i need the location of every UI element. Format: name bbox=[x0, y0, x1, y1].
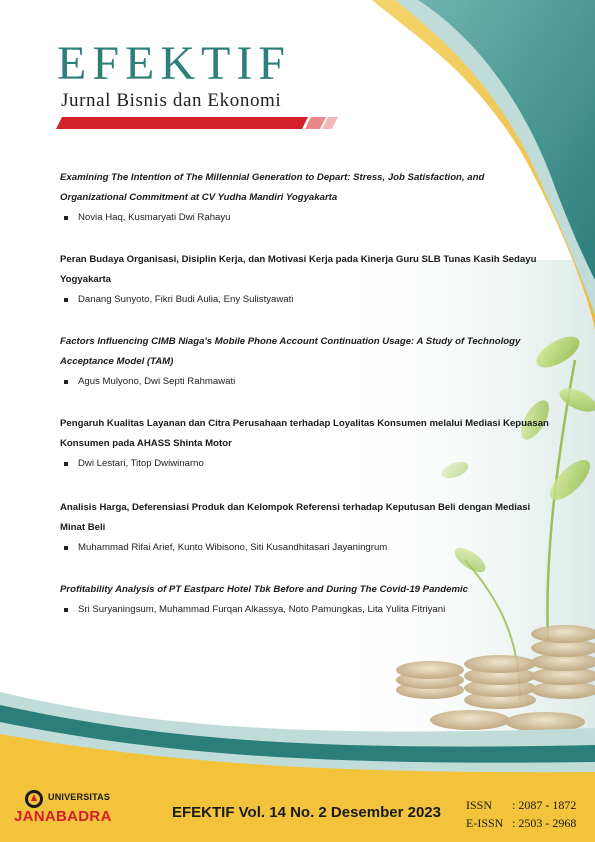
article-authors-text: Dwi Lestari, Titop Dwiwinarno bbox=[78, 458, 204, 469]
issn-line bbox=[466, 798, 576, 813]
article-item bbox=[60, 580, 550, 620]
red-accent-bar bbox=[56, 117, 338, 129]
article-authors bbox=[60, 454, 550, 474]
eissn-label: E-ISSN bbox=[466, 816, 504, 830]
article-authors-text: Agus Mulyono, Dwi Septi Rahmawati bbox=[78, 376, 236, 387]
journal-title: EFEKTIF bbox=[57, 37, 291, 90]
article-title[interactable]: Profitability Analysis of PT Eastparc Hotel Tbk Before and During The Covid-19 Pandemic bbox=[60, 584, 468, 595]
journal-subtitle: Jurnal Bisnis dan Ekonomi bbox=[61, 90, 282, 111]
university-emblem-icon bbox=[24, 789, 44, 809]
issn-value: : 2087 - 1872 bbox=[512, 798, 577, 812]
university-name: JANABADRA bbox=[14, 808, 112, 825]
footer-bar bbox=[0, 780, 595, 842]
bullet-icon bbox=[64, 608, 68, 612]
article-authors bbox=[60, 372, 550, 392]
article-authors bbox=[60, 290, 550, 310]
bullet-icon bbox=[64, 216, 68, 220]
bullet-icon bbox=[64, 298, 68, 302]
volume-info: EFEKTIF Vol. 14 No. 2 Desember 2023 bbox=[172, 804, 441, 821]
article-title[interactable]: Analisis Harga, Deferensiasi Produk dan Kelompok Referensi terhadap Keputusan Beli dengan Mediasi Minat Beli bbox=[60, 502, 531, 533]
eissn-line bbox=[466, 816, 576, 831]
article-title[interactable]: Factors Influencing CIMB Niaga's Mobile Phone Account Continuation Usage: A Study of Technology Acceptance Model (TAM) bbox=[60, 336, 521, 367]
bullet-icon bbox=[64, 462, 68, 466]
article-authors bbox=[60, 208, 550, 228]
article-item bbox=[60, 250, 550, 310]
bullet-icon bbox=[64, 380, 68, 384]
article-authors-text: Muhammad Rifai Arief, Kunto Wibisono, Siti Kusandhitasari Jayaningrum bbox=[78, 542, 388, 553]
article-authors bbox=[60, 600, 550, 620]
article-authors-text: Novia Haq, Kusmaryati Dwi Rahayu bbox=[78, 212, 231, 223]
article-title[interactable]: Pengaruh Kualitas Layanan dan Citra Perusahaan terhadap Loyalitas Konsumen melalui Mediasi Kepuasan Konsumen pada AHASS Shinta Motor bbox=[60, 418, 549, 449]
bullet-icon bbox=[64, 546, 68, 550]
article-authors-text: Sri Suryaningsum, Muhammad Furqan Alkassya, Noto Pamungkas, Lita Yulita Fitriyani bbox=[78, 604, 446, 615]
issn-label: ISSN bbox=[466, 798, 493, 812]
article-item bbox=[60, 332, 550, 392]
eissn-value: : 2503 - 2968 bbox=[512, 816, 577, 830]
university-label: UNIVERSITAS bbox=[48, 792, 111, 802]
article-title[interactable]: Peran Budaya Organisasi, Disiplin Kerja, dan Motivasi Kerja pada Kinerja Guru SLB Tunas Kasih Sedayu Yogyakarta bbox=[60, 254, 537, 285]
article-authors-text: Danang Sunyoto, Fikri Budi Aulia, Eny Sulistyawati bbox=[78, 294, 294, 305]
article-title[interactable]: Examining The Intention of The Millennial Generation to Depart: Stress, Job Satisfaction, and Organizational Commitment at CV Yudha Mandiri Yogyakarta bbox=[60, 172, 485, 203]
article-authors bbox=[60, 538, 550, 558]
article-item bbox=[60, 414, 550, 474]
article-item bbox=[60, 498, 550, 558]
article-item bbox=[60, 168, 550, 228]
